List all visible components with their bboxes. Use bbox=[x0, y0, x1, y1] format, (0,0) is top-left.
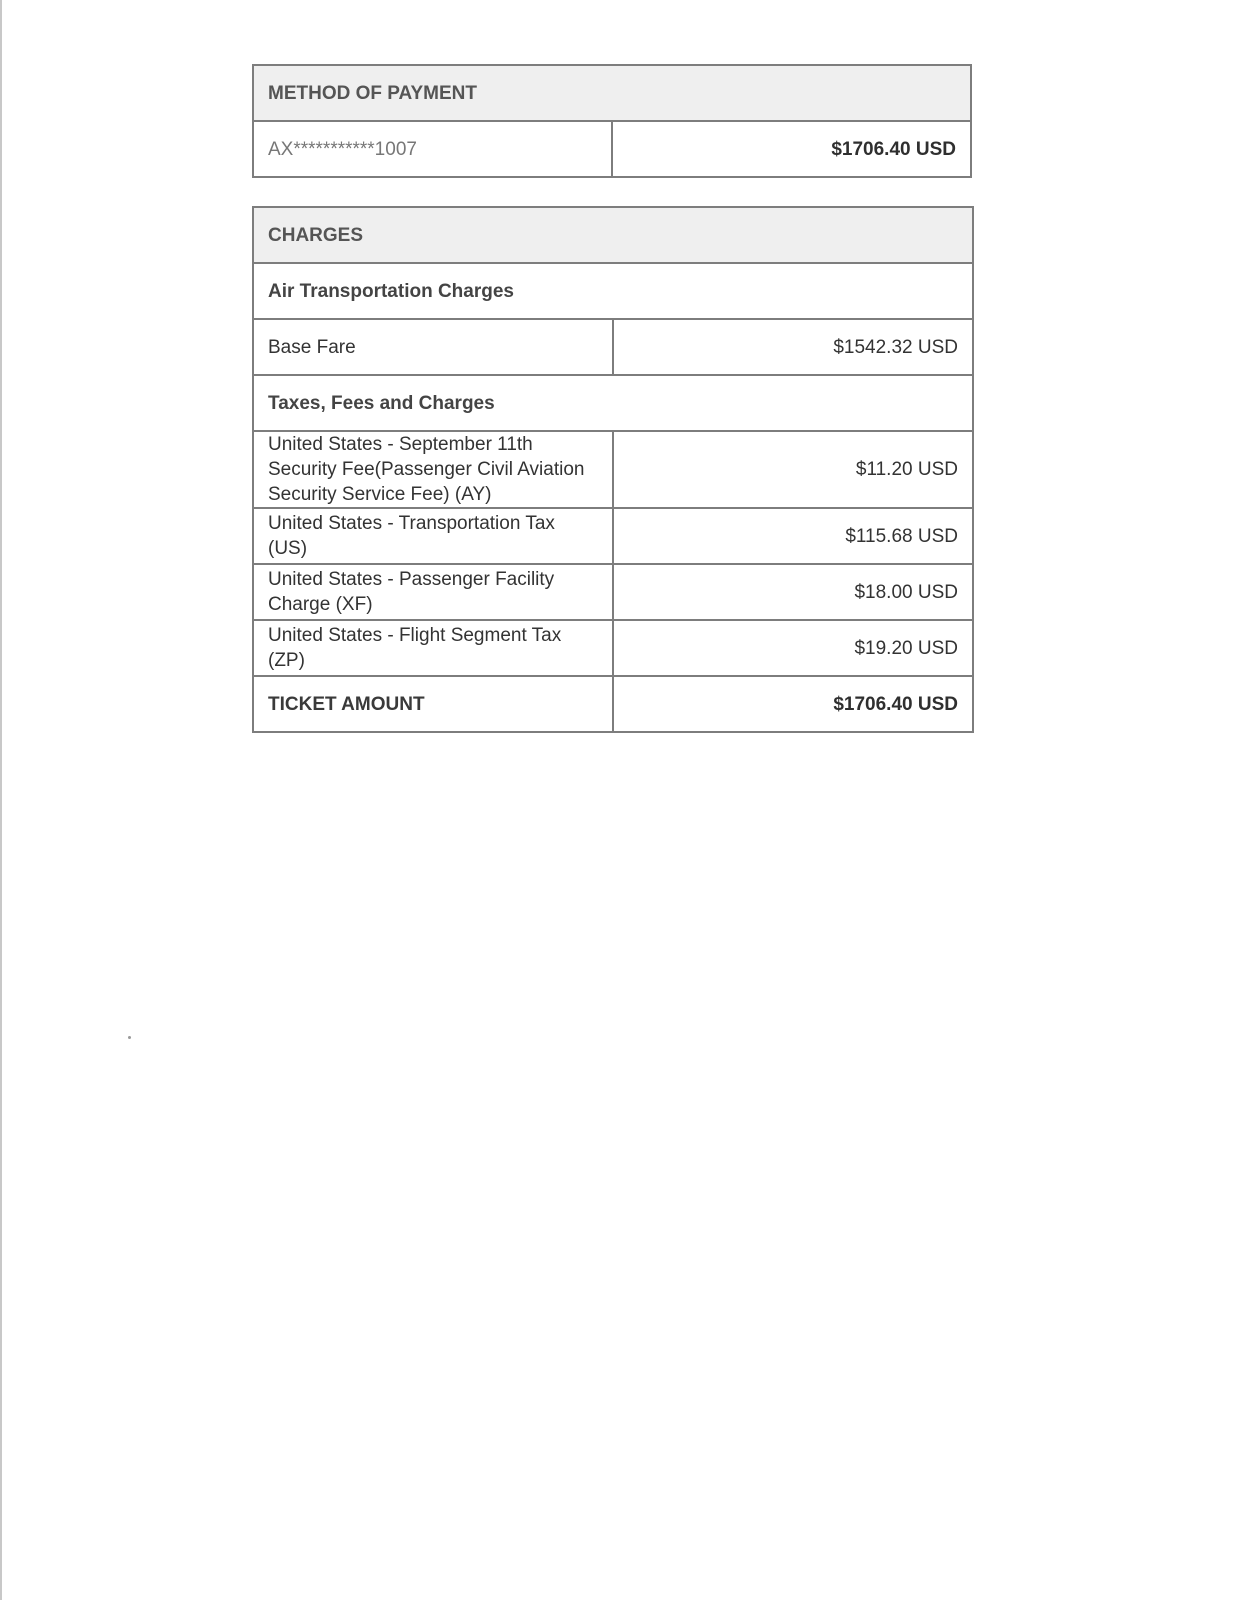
payment-section-header: METHOD OF PAYMENT bbox=[253, 65, 971, 121]
air-transport-heading-row bbox=[253, 263, 973, 319]
ticket-amount-value: $1706.40 USD bbox=[613, 676, 973, 732]
tax-row bbox=[253, 620, 973, 676]
ticket-total-row bbox=[253, 676, 973, 732]
payment-header-row bbox=[253, 65, 971, 121]
charges-header-row bbox=[253, 207, 973, 263]
tax-amount: $115.68 USD bbox=[613, 508, 973, 564]
tax-row bbox=[253, 508, 973, 564]
charges-section-header: CHARGES bbox=[253, 207, 973, 263]
taxes-heading: Taxes, Fees and Charges bbox=[253, 375, 973, 431]
payment-row bbox=[253, 121, 971, 177]
tax-amount: $18.00 USD bbox=[613, 564, 973, 620]
card-number: AX***********1007 bbox=[253, 121, 612, 177]
tax-amount: $19.20 USD bbox=[613, 620, 973, 676]
ticket-amount-label: TICKET AMOUNT bbox=[253, 676, 613, 732]
tax-row bbox=[253, 431, 973, 508]
tax-label: United States - Passenger Facility Charge (XF) bbox=[253, 564, 613, 620]
air-transport-heading: Air Transportation Charges bbox=[253, 263, 973, 319]
base-fare-amount: $1542.32 USD bbox=[613, 319, 973, 375]
base-fare-row bbox=[253, 319, 973, 375]
base-fare-label: Base Fare bbox=[253, 319, 613, 375]
tax-row bbox=[253, 564, 973, 620]
charges-table bbox=[252, 206, 974, 733]
scan-speck bbox=[128, 1036, 131, 1039]
taxes-heading-row bbox=[253, 375, 973, 431]
tax-amount: $11.20 USD bbox=[613, 431, 973, 508]
payment-amount: $1706.40 USD bbox=[612, 121, 971, 177]
tax-label: United States - Flight Segment Tax (ZP) bbox=[253, 620, 613, 676]
page-edge bbox=[0, 0, 2, 1600]
tax-label: United States - September 11th Security Fee(Passenger Civil Aviation Security Service Fee) (AY) bbox=[253, 431, 613, 508]
payment-method-table bbox=[252, 64, 972, 178]
tax-label: United States - Transportation Tax (US) bbox=[253, 508, 613, 564]
